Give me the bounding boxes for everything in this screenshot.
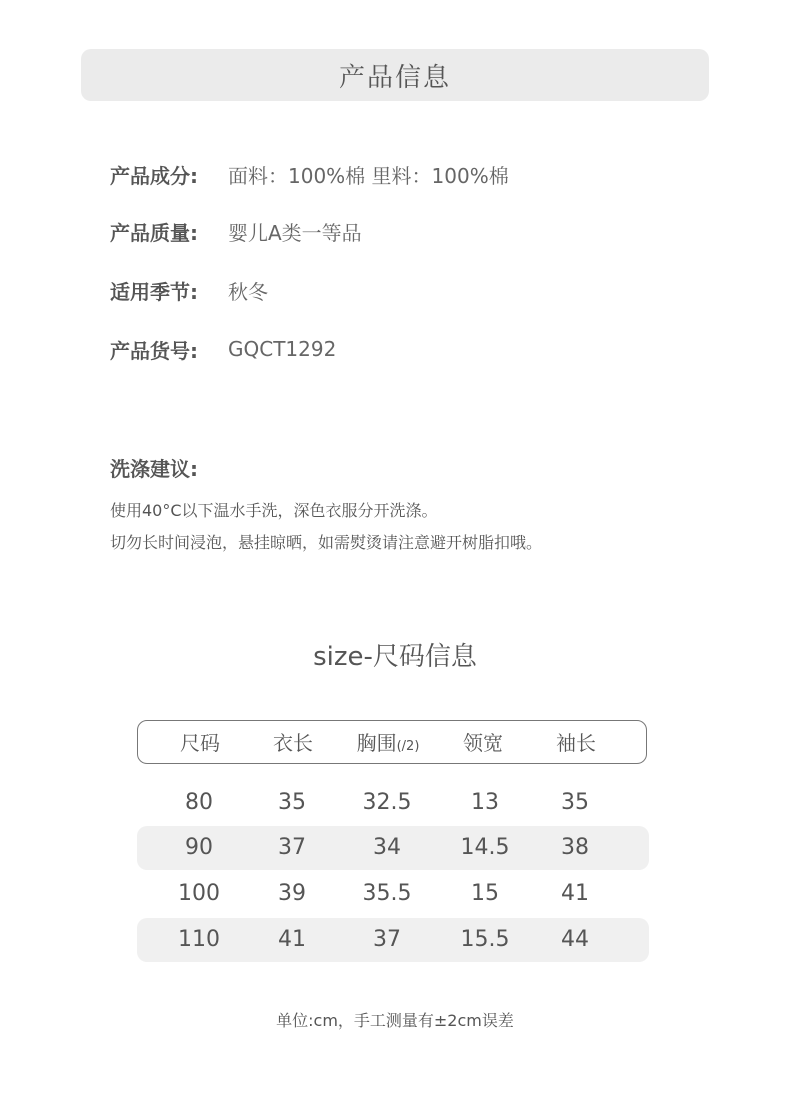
wash-instruction-line: 切勿长时间浸泡，悬挂晾晒，如需熨烫请注意避开树脂扣哦。 (110, 533, 543, 552)
table-cell: 13 (471, 790, 499, 815)
measurement-footnote: 单位:cm，手工测量有±2cm误差 (276, 1011, 514, 1030)
table-cell: 34 (373, 835, 401, 860)
column-header-chest-note: (/2) (396, 739, 420, 754)
column-header-sleeve: 袖长 (556, 731, 596, 755)
info-row-quality (110, 216, 362, 246)
info-row-season (110, 275, 268, 305)
table-cell: 35.5 (362, 881, 412, 906)
table-row (137, 872, 649, 916)
wash-title: 洗涤建议: (110, 457, 198, 481)
column-header-chest-label: 胸围 (356, 731, 397, 755)
table-cell: 15 (471, 881, 499, 906)
info-label: 产品货号: (110, 338, 198, 363)
info-value: 面料：100%棉 里料：100%棉 (228, 163, 509, 188)
info-value: 婴儿A类一等品 (228, 220, 362, 245)
table-cell: 80 (185, 790, 213, 815)
table-cell: 110 (178, 927, 220, 952)
table-row (137, 918, 649, 962)
table-cell: 37 (278, 835, 306, 860)
table-cell: 39 (278, 881, 306, 906)
size-section-title: size-尺码信息 (313, 642, 477, 672)
column-header-size: 尺码 (180, 731, 220, 755)
table-row (137, 826, 649, 870)
wash-instruction-line: 使用40°C以下温水手洗，深色衣服分开洗涤。 (110, 501, 438, 520)
table-cell: 35 (561, 790, 589, 815)
info-value: GQCT1292 (228, 337, 337, 361)
column-header-chest (357, 721, 420, 765)
table-cell: 41 (561, 881, 589, 906)
table-cell: 38 (561, 835, 589, 860)
info-label: 适用季节: (110, 279, 198, 304)
section-title: 产品信息 (338, 62, 451, 93)
table-cell: 35 (278, 790, 306, 815)
table-cell: 14.5 (460, 835, 510, 860)
size-table-header (137, 720, 647, 764)
table-cell: 90 (185, 835, 213, 860)
column-header-collar: 领宽 (463, 731, 503, 755)
table-cell: 100 (178, 881, 220, 906)
table-cell: 41 (278, 927, 306, 952)
table-cell: 44 (561, 927, 589, 952)
table-cell: 32.5 (362, 790, 412, 815)
info-row-item-number (110, 334, 336, 364)
table-cell: 15.5 (460, 927, 510, 952)
table-row (137, 781, 649, 825)
table-cell: 37 (373, 927, 401, 952)
info-label: 产品成分: (110, 163, 198, 188)
section-header-product-info (81, 49, 709, 101)
info-label: 产品质量: (110, 220, 198, 245)
info-row-composition (110, 159, 509, 189)
info-value: 秋冬 (228, 279, 268, 304)
column-header-length: 衣长 (273, 731, 313, 755)
